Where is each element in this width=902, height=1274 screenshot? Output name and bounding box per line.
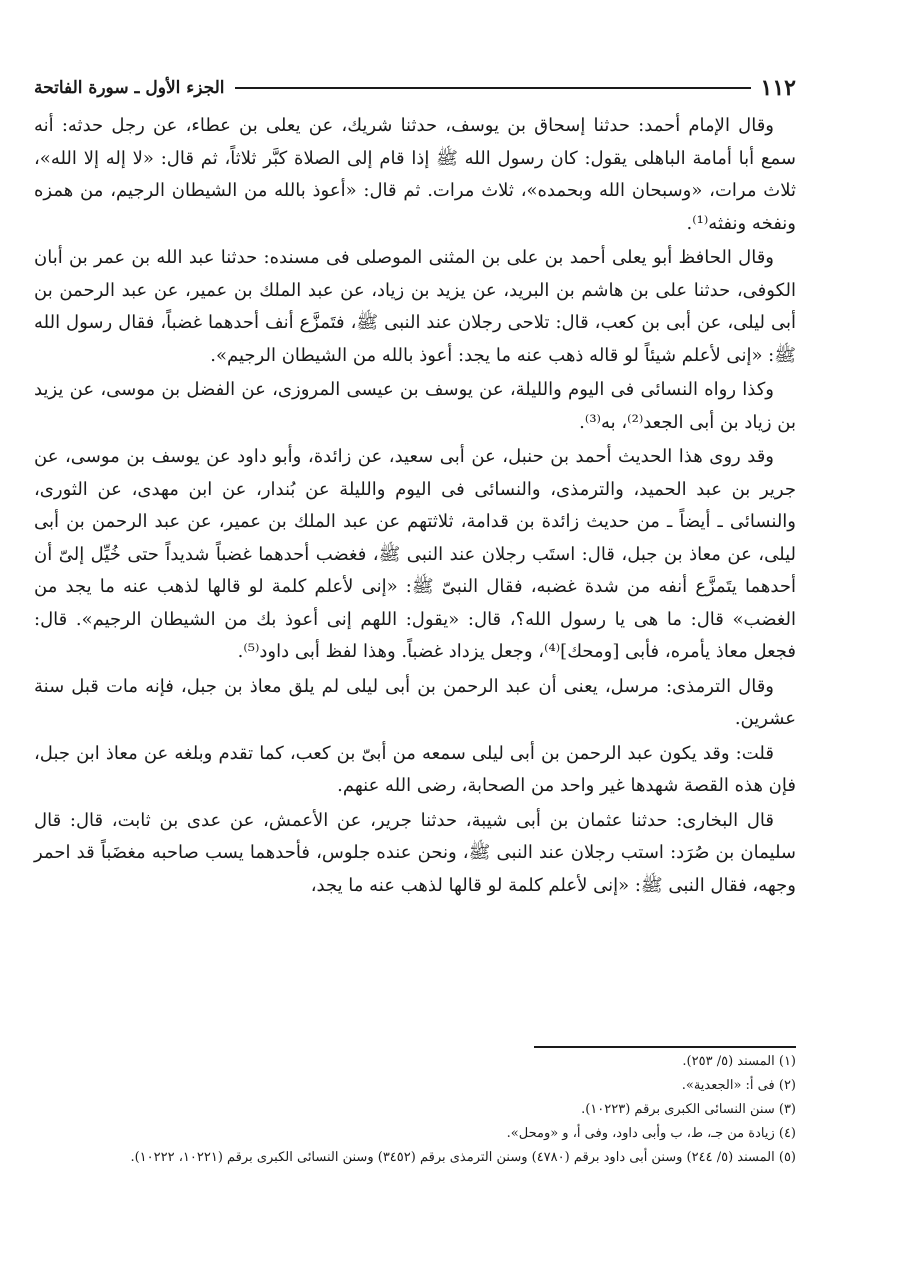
running-title: الجزء الأول ـ سورة الفاتحة <box>34 78 225 98</box>
footnote: (١) المسند (٥/ ٢٥٣). <box>682 1054 796 1069</box>
footnote: (٣) سنن النسائى الكبرى برقم (١٠٢٢٣). <box>581 1102 796 1117</box>
footnote: (٥) المسند (٥/ ٢٤٤) وسنن أبى داود برقم (٤٧٨٠) وسنن الترمذى برقم (٣٤٥٢) وسنن النسائى الكبرى برقم (١٠٢٢١، ١٠٢٢٢). <box>130 1150 796 1165</box>
page-number: ١١٢ <box>760 75 796 101</box>
footnote: (٢) فى أ: «الجعدية». <box>681 1078 796 1093</box>
paragraph: وكذا رواه النسائى فى اليوم والليلة، عن يوسف بن عيسى المروزى، عن الفضل بن موسى، عن يزيد بن زياد بن أبى الجعد⁽²⁾، به⁽³⁾. <box>34 379 796 433</box>
paragraph: وقد روى هذا الحديث أحمد بن حنبل، عن أبى سعيد، عن زائدة، وأبو داود عن يوسف بن موسى، عن جرير بن عبد الحميد، والترمذى، والنسائى فى اليوم والليلة عن بُندار، عن ابن مهدى، عن الثورى، والنسائى ـ أيضاً ـ من حديث زائدة بن قدامة، ثلاثتهم عن عبد الملك بن عمير، عن عبد الرحمن بن أبى ليلى، عن معاذ بن جبل، قال: استَب رجلان عند النبى ﷺ، فغضب أحدهما غضباً شديداً حتى خُيِّل إلىّ أن أحدهما يتَمزَّع أنفه من شدة غضبه، فقال النبىّ ﷺ: «إنى لأعلم كلمة لو قالها لذهب عنه ما يجد من الغضب» قال: ما هى يا رسول الله؟، قال: «يقول: اللهم إنى أعوذ بك من الشيطان الرجيم». قال: فجعل معاذ يأمره، فأبى [ومحك]⁽⁴⁾، وجعل يزداد غضباً. وهذا لفظ أبى داود⁽⁵⁾. <box>34 446 796 662</box>
paragraph: وقال الترمذى: مرسل، يعنى أن عبد الرحمن بن أبى ليلى لم يلق معاذ بن جبل، فإنه مات قبل سنة عشرين. <box>34 675 796 729</box>
footnote-separator <box>534 1046 796 1048</box>
footnotes <box>34 1050 796 1170</box>
paragraph: وقال الحافظ أبو يعلى أحمد بن على بن المثنى الموصلى فى مسنده: حدثنا عبد الله بن عمر بن أبان الكوفى، حدثنا على بن هاشم بن البريد، عن يزيد بن زياد، عن عبد الملك بن عمير، عن عبد الرحمن بن أبى ليلى، عن أبى بن كعب، قال: تلاحى رجلان عند النبى ﷺ، فتَمزَّع أنف أحدهما غضباً، فقال رسول الله ﷺ: «إنى لأعلم شيئاً لو قاله ذهب عنه ما يجد: أعوذ بالله من الشيطان الرجيم». <box>34 247 796 366</box>
footnote: (٤) زيادة من جـ، ط، ب وأبى داود، وفى أ، و «ومحل». <box>506 1126 796 1141</box>
paragraph: قال البخارى: حدثنا عثمان بن أبى شيبة، حدثنا جرير، عن الأعمش، عن عدى بن ثابت، قال: قال سليمان بن صُرَد: استب رجلان عند النبى ﷺ، ونحن عنده جلوس، فأحدهما يسب صاحبه مغضَباً قد احمر وجهه، فقال النبى ﷺ: «إنى لأعلم كلمة لو قالها لذهب عنه ما يجد، <box>34 809 796 896</box>
paragraph: قلت: وقد يكون عبد الرحمن بن أبى ليلى سمعه من أبىّ بن كعب، كما تقدم وبلغه عن معاذ ابن جبل، فإن هذه القصة شهدها غير واحد من الصحابة، رضى الله عنهم. <box>34 742 796 796</box>
paragraph: وقال الإمام أحمد: حدثنا إسحاق بن يوسف، حدثنا شريك، عن يعلى بن عطاء، عن رجل حدثه: أنه سمع أبا أمامة الباهلى يقول: كان رسول الله ﷺ إذا قام إلى الصلاة كبَّر ثلاثاً، ثم قال: «لا إله إلا الله»، ثلاث مرات، «وسبحان الله وبحمده»، ثلاث مرات. ثم قال: «أعوذ بالله من الشيطان الرجيم، من همزه ونفخه ونفثه⁽¹⁾. <box>34 115 796 234</box>
page-header <box>34 68 796 108</box>
header-rule <box>235 87 751 89</box>
main-text <box>34 110 796 904</box>
